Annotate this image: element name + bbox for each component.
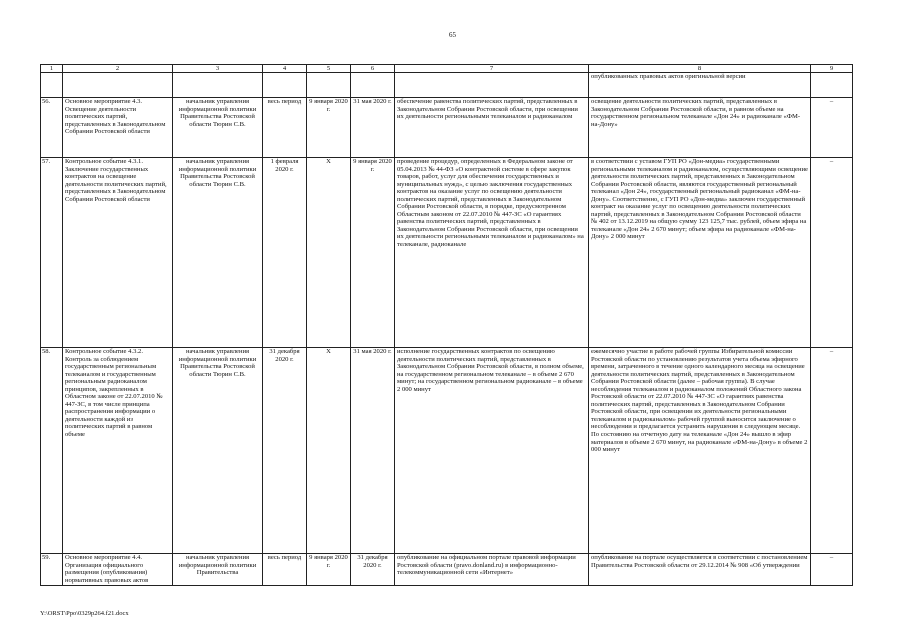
cell-activity: Основное мероприятие 4.3. Освещение деятельности политических партий, представленных в Законодательном Собрании Ростовской области xyxy=(63,98,173,158)
table-row xyxy=(41,158,853,348)
row-number: 56. xyxy=(41,98,63,158)
cell-col6: 31 декабря 2020 г. xyxy=(351,554,395,586)
page-number: 65 xyxy=(449,31,456,39)
cell-col5: 9 января 2020 г. xyxy=(307,98,351,158)
cell-col5: Х xyxy=(307,158,351,348)
cell-responsible: начальник управления информационной политики Правительства Ростовской области Тюрин С.В. xyxy=(173,158,263,348)
header-col-6: 6 xyxy=(351,65,395,73)
cell-activity: Контрольное событие 4.3.1. Заключение государственных контрактов на освещение деятельности политических партий, представленных в Законодательном Собрании Ростовской области xyxy=(63,158,173,348)
cell-actual-result: ежемесячно участие в работе рабочей группы Избирательной комиссии Ростовской области по установлению результатов учета объема эфирного времени, затраченного в течение одного календарного месяца на освещение деятельности политических партий, представленных в Законодательном Собрании Ростовской области (далее – рабочая группа). В случае несоблюдения телеканалом и радиоканалом положений Областного закона Ростовской области от 22.07.2010 № 447-ЗС «О гарантиях равенства политических партий, представленных в Законодательном Собрании Ростовской области, при освещении их деятельности региональными телеканалом и радиоканалом» рабочей группой выносится заключение о несоблюдении и предлагается устранить нарушения в следующем месяце. По состоянию на отчетную дату на телеканале «Дон 24» вышло в эфир материалов в объеме 2 670 минут, на радиоканале «ФМ-на-Дону» в объеме 2 000 минут xyxy=(589,348,811,554)
header-col-7: 7 xyxy=(395,65,589,73)
cell-col6: 31 мая 2020 г. xyxy=(351,98,395,158)
header-col-2: 2 xyxy=(63,65,173,73)
cell-col4: весь период xyxy=(263,98,307,158)
row-number: 59. xyxy=(41,554,63,586)
cell-expected-result: исполнение государственных контрактов по освещению деятельности политических партий, представленных в Законодательном Собрании Ростовской области, в полном объеме, на государственном региональном телеканале – в объеме 2 670 минут; на государственном региональном радиоканале – в объеме 2 000 минут xyxy=(395,348,589,554)
cell-activity: Основное мероприятие 4.4. Организация официального размещения (опубликования) нормативных правовых актов xyxy=(63,554,173,586)
cell-responsible: начальник управления информационной политики Правительства Ростовской области Тюрин С.В. xyxy=(173,98,263,158)
table-row xyxy=(41,98,853,158)
header-col-5: 5 xyxy=(307,65,351,73)
cell-col5: 9 января 2020 г. xyxy=(307,554,351,586)
cell-reason: – xyxy=(811,348,853,554)
cell-reason: – xyxy=(811,554,853,586)
plan-table xyxy=(40,64,853,586)
header-col-1: 1 xyxy=(41,65,63,73)
table-row xyxy=(41,348,853,554)
cell-actual-result: опубликование на портале осуществляется в соответствии с постановлением Правительства Ростовской области от 29.12.2014 № 908 «Об утверждении xyxy=(589,554,811,586)
header-col-3: 3 xyxy=(173,65,263,73)
header-col-8: 8 xyxy=(589,65,811,73)
cell-responsible: начальник управления информационной политики Правительства Ростовской области Тюрин С.В. xyxy=(173,348,263,554)
cell-responsible: начальник управления информационной политики Правительства xyxy=(173,554,263,586)
file-path-footer: Y:\ORST\Ppo\0329p264.f21.docx xyxy=(40,610,129,617)
row-number: 57. xyxy=(41,158,63,348)
cell-expected-result: проведение процедур, определенных в Федеральном законе от 05.04.2013 № 44-ФЗ «О контрактной системе в сфере закупок товаров, работ, услуг для обеспечения государственных и муниципальных нужд», с целью заключения государственных контрактов на оказание услуг по освещению деятельности политических партий, представленных в Законодательном Собрании Ростовской области, в порядке, предусмотренном Областным законом от 22.07.2010 № 447-ЗС «О гарантиях равенства политических партий, представленных в Законодательном Собрании Ростовской области, при освещении их деятельности региональными телеканалом и радиоканалом» на телеканале, радиоканале xyxy=(395,158,589,348)
cell-reason: – xyxy=(811,98,853,158)
cell-col5: Х xyxy=(307,348,351,554)
cell-expected-result: обеспечение равенства политических партий, представленных в Законодательном Собрании Ростовской области, при освещении их деятельности региональными телеканалом и радиоканалом xyxy=(395,98,589,158)
table-header-row xyxy=(41,65,853,73)
table-row xyxy=(41,554,853,586)
header-col-4: 4 xyxy=(263,65,307,73)
cell-reason: – xyxy=(811,158,853,348)
row-number: 58. xyxy=(41,348,63,554)
table-row-continuation xyxy=(41,73,853,98)
cell-col4: 31 декабря 2020 г. xyxy=(263,348,307,554)
cell-col6: 9 января 2020 г. xyxy=(351,158,395,348)
header-col-9: 9 xyxy=(811,65,853,73)
cell-result: опубликованных правовых актов оригинальной версии xyxy=(589,73,811,98)
cell-actual-result: освещение деятельности политических партий, представленных в Законодательном Собрании Ростовской области, в равном объеме на государственном региональном телеканале «Дон 24» и радиоканале «ФМ-на-Дону» xyxy=(589,98,811,158)
cell-col6: 31 мая 2020 г. xyxy=(351,348,395,554)
cell-col4: весь период xyxy=(263,554,307,586)
cell-activity: Контрольное событие 4.3.2. Контроль за соблюдением государственным региональным телеканалом и государственным региональным радиоканалом принципов, закрепленных в Областном законе от 22.07.2010 № 447-ЗС, в том числе принципа распространения информации о деятельности каждой из политических партий в равном объеме xyxy=(63,348,173,554)
cell-col4: 1 февраля 2020 г. xyxy=(263,158,307,348)
cell-actual-result: в соответствии с уставом ГУП РО «Дон-медиа» государственными региональными телеканалом и радиоканалом, осуществляющими освещение деятельности политических партий, представленных в Законодательном Собрании Ростовской области, являются государственный региональный телеканал «Дон 24», государственный региональный радиоканал «ФМ-на-Дону». Соответственно, с ГУП РО «Дон-медиа» заключен государственный контракт на оказание услуг по освещению деятельности политических партий, представленных в Законодательном Собрании Ростовской области № 402 от 13.12.2019 на общую сумму 123 125,7 тыс. рублей, объем эфира на телеканале «Дон 24» 2 670 минут; объем эфира на радиоканале «ФМ-на-Дону» 2 000 минут xyxy=(589,158,811,348)
cell-expected-result: опубликование на официальном портале правовой информации Ростовской области (pravo.donland.ru) в информационно-телекоммуникационной сети «Интернет» xyxy=(395,554,589,586)
